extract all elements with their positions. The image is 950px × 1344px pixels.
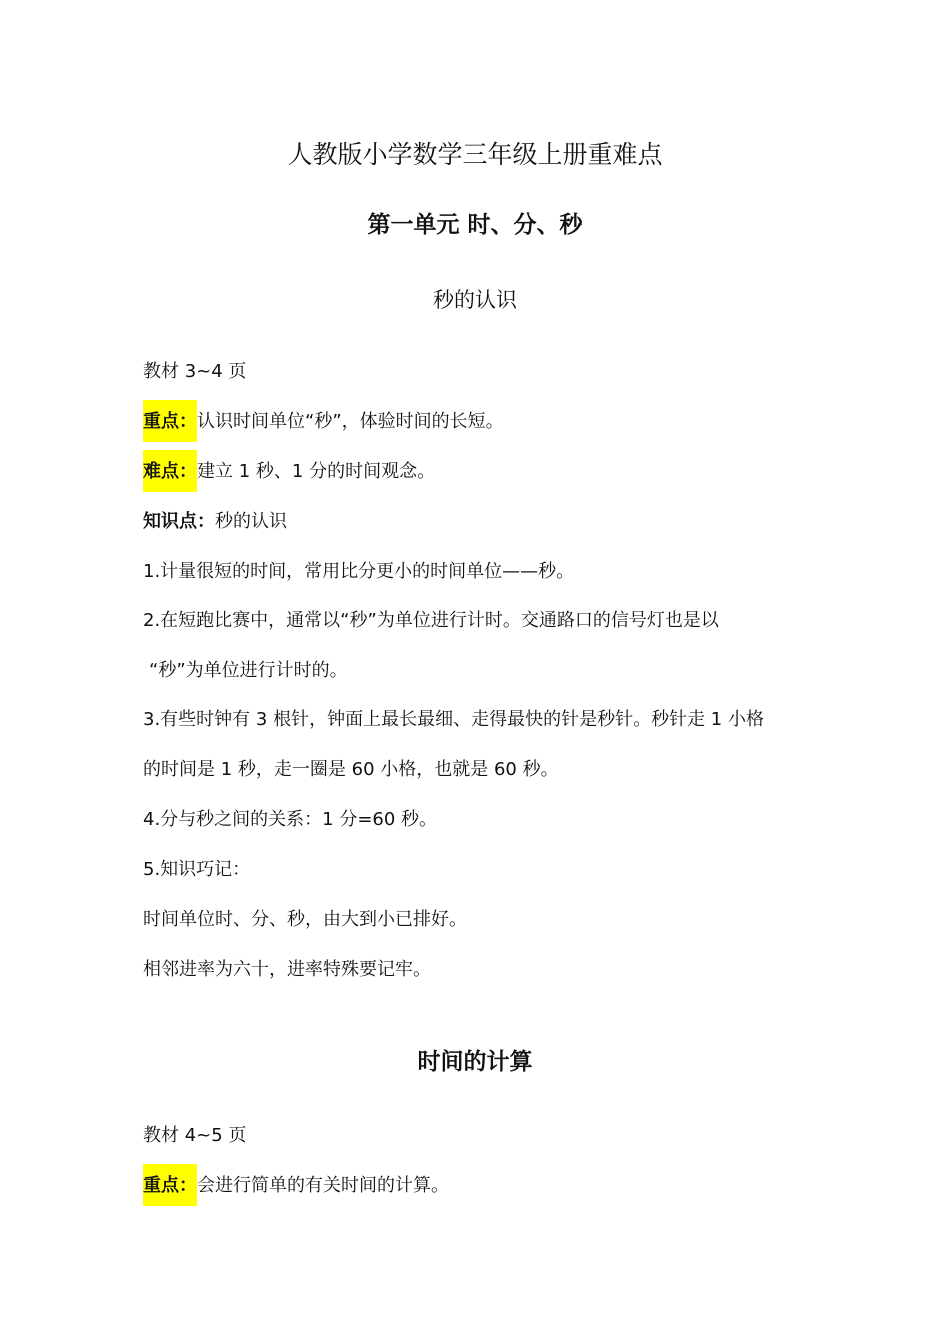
knowledge-item: 3.有些时钟有 3 根针，钟面上最长最细、走得最快的针是秒针。秒针走 1 小格 (143, 709, 764, 730)
key-point-text: 认识时间单位“秒”，体验时间的长短。 (197, 411, 504, 432)
knowledge-text: 秒的认识 (215, 511, 287, 532)
mnemonic-line: 相邻进率为六十，进率特殊要记牢。 (143, 959, 431, 980)
difficulty-line (143, 458, 435, 486)
difficulty-label: 难点： (143, 450, 197, 492)
key-point-label: 重点： (143, 400, 197, 442)
key-point-text: 会进行简单的有关时间的计算。 (197, 1175, 449, 1196)
document-title: 人教版小学数学三年级上册重难点 (287, 140, 663, 169)
lesson-title-seconds: 秒的认识 (433, 288, 517, 312)
unit-title: 第一单元 时、分、秒 (367, 212, 583, 238)
knowledge-line (143, 508, 287, 536)
knowledge-item: 的时间是 1 秒，走一圈是 60 小格，也就是 60 秒。 (143, 759, 559, 780)
knowledge-item: 5.知识巧记： (143, 859, 251, 880)
mnemonic-line: 时间单位时、分、秒，由大到小已排好。 (143, 909, 467, 930)
knowledge-item: 2.在短跑比赛中，通常以“秒”为单位进行计时。交通路口的信号灯也是以 (143, 610, 719, 631)
knowledge-label: 知识点： (143, 511, 215, 532)
textbook-pages: 教材 3~4 页 (143, 361, 247, 382)
difficulty-text: 建立 1 秒、1 分的时间观念。 (197, 461, 436, 482)
knowledge-item: 1.计量很短的时间，常用比分更小的时间单位——秒。 (143, 561, 575, 582)
textbook-pages: 教材 4~5 页 (143, 1125, 247, 1146)
knowledge-item: 4.分与秒之间的关系：1 分=60 秒。 (143, 809, 438, 830)
key-point-line (143, 408, 504, 436)
knowledge-item: “秒”为单位进行计时的。 (149, 660, 348, 681)
key-point-line (143, 1172, 449, 1200)
lesson-title-time-calculation: 时间的计算 (417, 1049, 533, 1075)
key-point-label: 重点： (143, 1164, 197, 1206)
